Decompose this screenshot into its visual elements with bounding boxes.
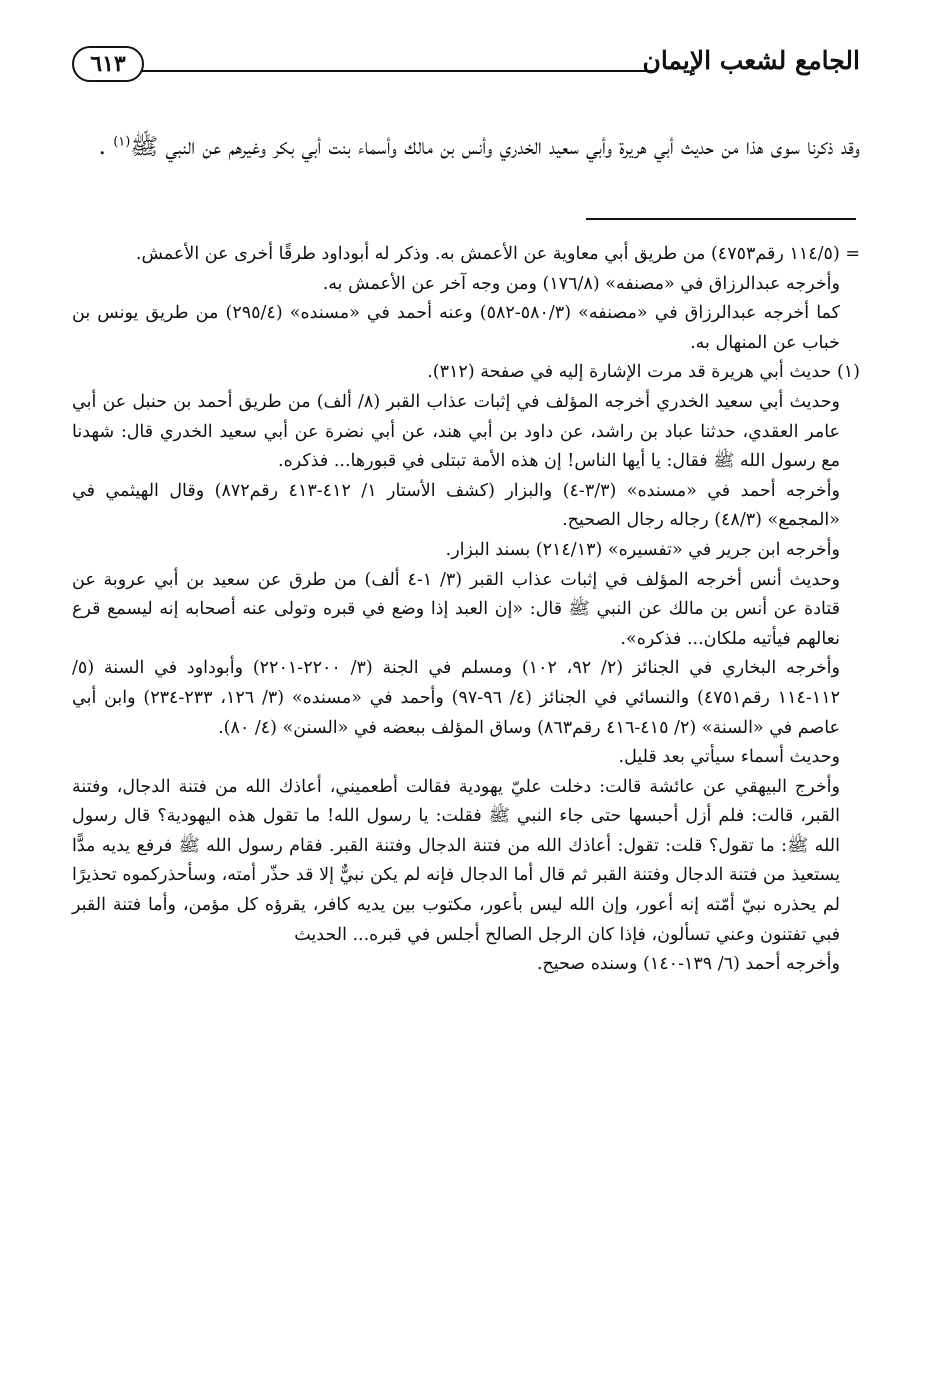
footnote-text: وأخرجه عبدالرزاق في «مصنفه» (١٧٦/٨) ومن وجه آخر عن الأعمش به. [322,273,840,294]
header-rule [142,70,655,72]
footnote-marker: (١) [831,362,860,383]
footnote-paragraph [72,950,860,980]
main-text [72,126,860,169]
footnote-paragraph [72,388,860,477]
footnote-text: وأخرجه البخاري في الجنائز (٢/ ٩٢، ١٠٢) ومسلم في الجنة (٣/ ٢٢٠٠-٢٢٠١) وأبوداود في السنة (٥/ ١١٢-١١٤ رقم٤٧٥١) والنسائي في الجنائز (٤/ ٩٦-٩٧) وأحمد في «مسنده» (٣/ ١٢٦، ٢٣٣-٢٣٤) وابن أبي عاصم في «السنة» (٢/ ٤١٥-٤١٦ رقم٨٦٣) وساق المؤلف ببعضه في «السنن» (٤/ ٨٠). [72,658,841,738]
footnote-paragraph [72,654,860,743]
footnote-paragraph [72,299,860,358]
footnote-paragraph [72,240,860,270]
page-header [72,40,860,90]
footnote-text: وحديث أنس أخرجه المؤلف في إثبات عذاب القبر (٣/ ١-٤ ألف) من طرق عن سعيد بن أبي عروبة عن قتادة عن أنس بن مالك عن النبي ﷺ قال: «إن العبد إذا وضع في قبره وتولى عنه أصحابه إنه ليسمع قرع نعالهم فيأتيه ملكان... فذكره». [72,569,840,649]
footnote-text: وحديث أسماء سيأتي بعد قليل. [618,747,840,768]
page-number: ٦١٣ [72,46,144,82]
footnote-text: وأخرج البيهقي عن عائشة قالت: دخلت عليّ يهودية فقالت أطعميني، أعاذك الله من فتنة الدجال، وفتنة القبر، قالت: فلم أزل أحبسها حتى جاء النبي ﷺ فقلت: يا رسول الله! ما تقول هذه اليهودية؟ قال رسول الله ﷺ: ما تقول؟ قلت: تقول: أعاذك الله من فتنة الدجال وفتنة القبر. فقام رسول الله ﷺ فرفع يديه مدًّا يستعيذ من فتنة الدجال وفتنة القبر ثم قال أما الدجال فإنه لم يكن نبيٌّ إلا قد حذّر أمته، وسأحذركموه تحذيرًا لم يحذره نبيّ أمّته إنه أعور، وإن الله ليس بأعور، مكتوب بين يديه كافر، يقرؤه كل مؤمن، وأما فتنة القبر فبي تفتنون وعني تسألون، فإذا كان الرجل الصالح أجلس في قبره... الحديث [72,776,840,945]
main-text-body: وقد ذكرنا سوى هذا من حديث أبي هريرة وأبي سعيد الخدري وأنس بن مالك وأسماء بنت أبي بكر وغيرهم عن النبي ﷺ [130,134,860,160]
footnote-marker: = [839,244,860,264]
footnote-paragraph [72,270,860,300]
footnote-paragraph [72,743,860,773]
footnote-paragraph [72,536,860,566]
footnote-paragraph [72,773,860,951]
footnote-paragraph [72,566,860,655]
footnote-paragraph [72,477,860,536]
footnote-text: (١١٤/٥ رقم٤٧٥٣) من طريق أبي معاوية عن الأعمش به. وذكر له أبوداود طرقًا أخرى عن الأعمش. [135,244,840,264]
main-text-end: . [98,134,114,160]
footnote-separator [586,218,856,220]
footnote-text: كما أخرجه عبدالرزاق في «مصنفه» (٥٨٠/٣-٥٨٢) وعنه أحمد في «مسنده» (٢٩٥/٤) من طريق يونس بن خباب عن المنهال به. [72,303,840,353]
footnote-reference: (١) [113,134,131,150]
running-title: الجامع لشعب الإيمان [642,46,860,75]
footnote-paragraph [72,358,860,388]
footnote-text: وحديث أبي سعيد الخدري أخرجه المؤلف في إثبات عذاب القبر (٨/ ألف) من طريق أحمد بن حنبل عن أبي عامر العقدي، حدثنا عباد بن راشد، عن داود بن أبي هند، عن أبي نضرة عن أبي سعيد الخدري قال: شهدنا مع رسول الله ﷺ فقال: يا أيها الناس! إن هذه الأمة تبتلى في قبورها... فذكره. [72,391,840,472]
footnote-text: وأخرجه ابن جرير في «تفسيره» (٢١٤/١٣) بسند البزار. [445,539,840,560]
footnote-text: وأخرجه أحمد (٦/ ١٣٩-١٤٠) وسنده صحيح. [536,954,840,975]
footnotes [72,240,860,980]
footnote-text: وأخرجه أحمد في «مسنده» (٣/٣-٤) والبزار (كشف الأستار ١/ ٤١٢-٤١٣ رقم٨٧٢) وقال الهيثمي في «المجمع» (٤٨/٣) رجاله رجال الصحيح. [72,480,840,531]
footnote-text: حديث أبي هريرة قد مرت الإشارة إليه في صفحة (٣١٢). [427,362,832,383]
